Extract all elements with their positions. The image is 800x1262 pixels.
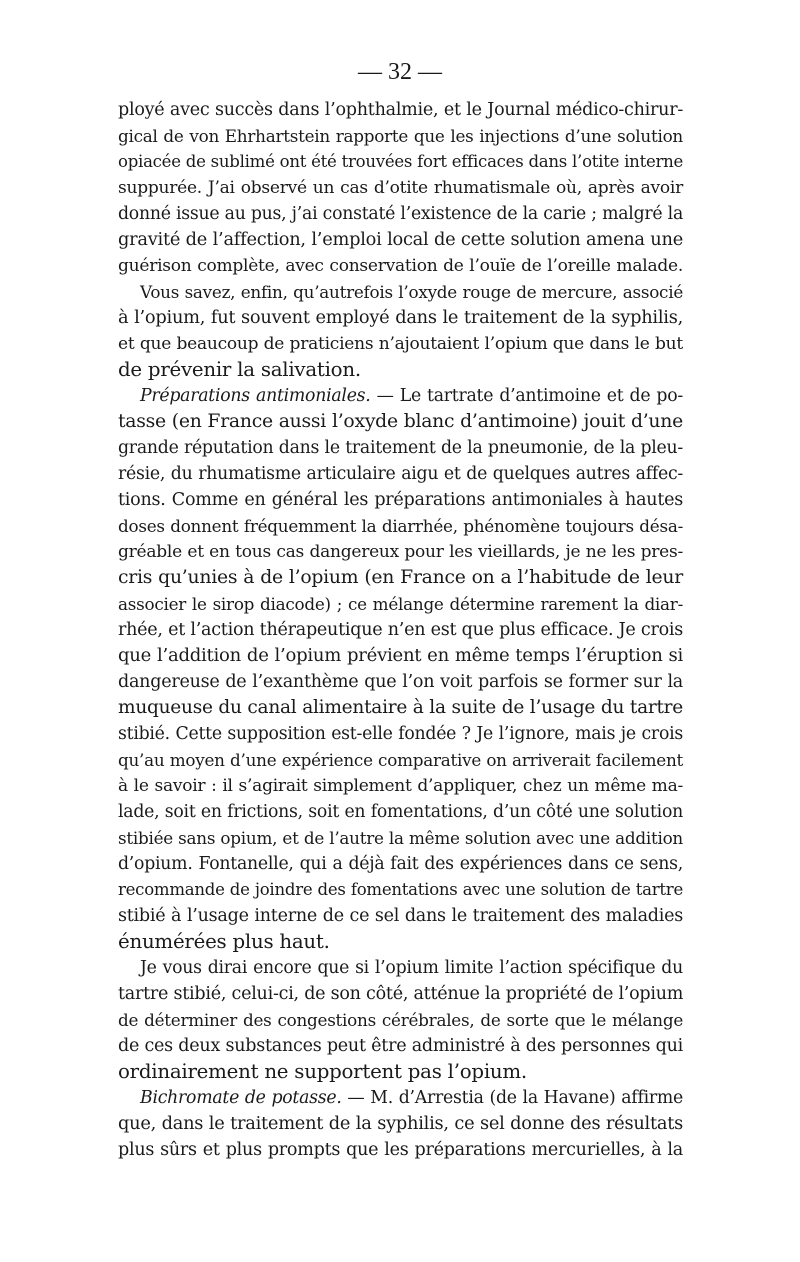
text-line [140, 383, 683, 409]
text-line: suppurée. J’ai observé un cas d’otite rhumatismale où, après avoir [118, 178, 683, 198]
text-line: énumérées plus haut. [118, 930, 330, 953]
text-line: de ces deux substances peut être administré à des personnes qui [118, 1036, 683, 1056]
text-line: tasse (en France aussi l’oxyde blanc d’antimoine) jouit d’une [118, 411, 683, 432]
text-line: d’opium. Fontanelle, qui a déjà fait des expériences dans ce sens, [118, 854, 683, 874]
text-line: ployé avec succès dans l’ophthalmie, et le Journal médico-chirur- [118, 100, 683, 120]
text-line: cris qu’unies à de l’opium (en France on a l’habitude de leur [118, 567, 683, 588]
text-line: associer le sirop diacode) ; ce mélange détermine rarement la diar- [118, 594, 683, 614]
text-line: opiacée de sublimé ont été trouvées fort efficaces dans l’otite interne [118, 152, 684, 171]
page-number: — 32 — [358, 59, 442, 85]
text-line: stibiée sans opium, et de l’autre la même solution avec une addition [118, 828, 683, 848]
text-line: gravité de l’affection, l’emploi local de cette solution amena une [118, 229, 683, 250]
text-line [140, 1085, 683, 1111]
text-line: tions. Comme en général les préparations antimoniales à hautes [118, 490, 683, 510]
text-line: plus sûrs et plus prompts que les préparations mercurielles, à la [118, 1140, 683, 1160]
text-line: qu’au moyen d’une expérience comparative on arriverait facilement [118, 750, 683, 770]
text-line: rhée, et l’action thérapeutique n’en est que plus efficace. Je crois [118, 620, 683, 640]
section-heading: Préparations antimoniales. [140, 386, 371, 406]
text-run: — M. d’Arrestia (de la Havane) affirme [341, 1088, 683, 1108]
text-line: muqueuse du canal alimentaire à la suite de l’usage du tartre [118, 697, 683, 718]
text-line: tartre stibié, celui-ci, de son côté, atténue la propriété de l’opium [118, 984, 684, 1004]
text-line: résie, du rhumatisme articulaire aigu et de quelques autres affec- [118, 464, 683, 484]
text-line: de prévenir la salivation. [118, 358, 361, 381]
text-line: donné issue au pus, j’ai constaté l’existence de la carie ; malgré la [118, 204, 683, 224]
text-line: à le savoir : il s’agirait simplement d’appliquer, chez un même ma- [118, 776, 683, 796]
text-run: — Le tartrate d’antimoine et de po- [370, 386, 683, 406]
text-line: à l’opium, fut souvent employé dans le traitement de la syphilis, [118, 307, 683, 328]
text-line: de déterminer des congestions cérébrales, de sorte que le mélange [118, 1010, 683, 1030]
text-line: que l’addition de l’opium prévient en même temps l’éruption si [118, 645, 683, 666]
text-line: dangereuse de l’exanthème que l’on voit parfois se former sur la [118, 672, 683, 692]
section-heading: Bichromate de potasse. [140, 1088, 342, 1108]
text-line: doses donnent fréquemment la diarrhée, phénomène toujours désa- [118, 516, 683, 536]
text-line: grande réputation dans le traitement de la pneumonie, de la pleu- [118, 438, 683, 458]
text-line: ordinairement ne supportent pas l’opium. [118, 1060, 527, 1083]
text-line: stibié. Cette supposition est-elle fondée ? Je l’ignore, mais je crois [118, 724, 683, 744]
text-line: Je vous dirai encore que si l’opium limite l’action spécifique du [140, 958, 683, 978]
text-line: gical de von Ehrhartstein rapporte que les injections d’une solution [118, 126, 683, 146]
text-line: et que beaucoup de praticiens n’ajoutaient l’opium que dans le but [118, 334, 683, 354]
text-line: que, dans le traitement de la syphilis, ce sel donne des résultats [118, 1113, 683, 1134]
text-line: Vous savez, enfin, qu’autrefois l’oxyde rouge de mercure, associé [140, 282, 683, 302]
text-line: gréable et en tous cas dangereux pour les vieillards, je ne les pres- [118, 542, 683, 562]
text-line: lade, soit en frictions, soit en fomentations, d’un côté une solution [118, 802, 683, 822]
text-line: guérison complète, avec conservation de l’ouïe de l’oreille malade. [118, 256, 683, 276]
text-line: stibié à l’usage interne de ce sel dans le traitement des maladies [118, 906, 683, 926]
text-line: recommande de joindre des fomentations avec une solution de tartre [118, 880, 683, 899]
